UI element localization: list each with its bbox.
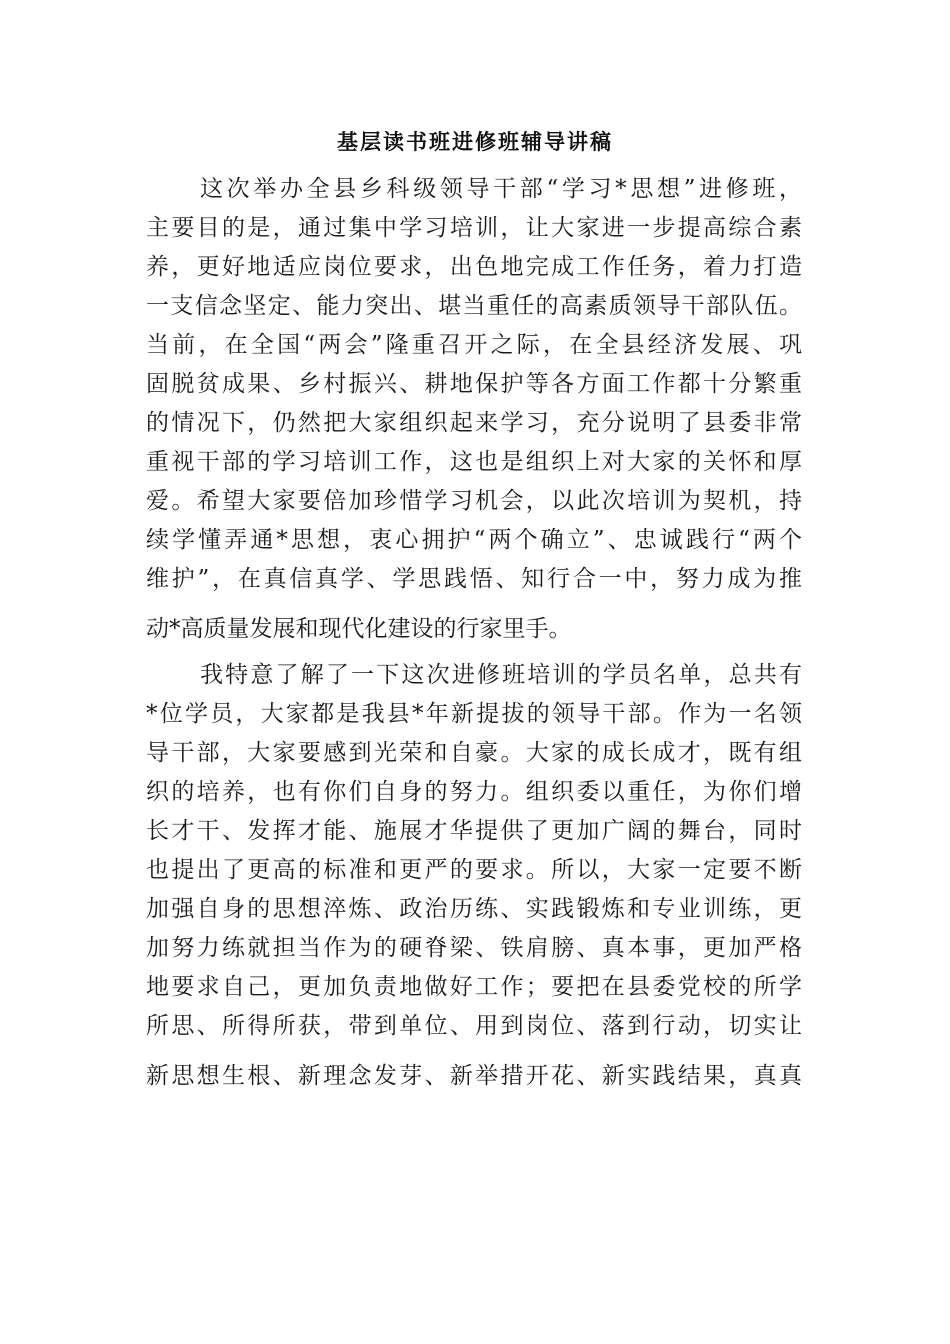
paragraph-1-line-3: 养，更好地适应岗位要求，出色地完成工作任务，着力打造 [146,254,802,280]
paragraph-2-line-8: 加努力练就担当作为的硬脊梁、铁肩膀、真本事，更加严格 [146,935,802,961]
paragraph-2-line-7: 加强自身的思想淬炼、政治历练、实践锻炼和专业训练，更 [146,896,802,922]
paragraph-1-line-12: 动*高质量发展和现代化建设的行家里手。 [146,616,572,642]
paragraph-1-line-7: 的情况下，仍然把大家组织起来学习，充分说明了县委非常 [146,410,802,436]
paragraph-2-line-1: 我特意了解了一下这次进修班培训的学员名单，总共有 [200,662,802,688]
paragraph-1-line-9: 爱。希望大家要倍加珍惜学习机会，以此次培训为契机，持 [146,488,802,514]
paragraph-1-line-5: 当前，在全国“两会”隆重召开之际，在全县经济发展、巩 [146,332,802,358]
paragraph-1-line-11: 维护”，在真信真学、学思践悟、知行合一中，努力成为推 [146,566,802,592]
paragraph-1-line-10: 续学懂弄通*思想，衷心拥护“两个确立”、忠诚践行“两个 [146,527,802,553]
paragraph-2-line-11: 新思想生根、新理念发芽、新举措开花、新实践结果，真真 [146,1063,802,1089]
paragraph-2-line-9: 地要求自己，更加负责地做好工作；要把在县委党校的所学 [146,974,802,1000]
paragraph-1-line-1: 这次举办全县乡科级领导干部“学习*思想”进修班， [200,176,802,202]
paragraph-2-line-5: 长才干、发挥才能、施展才华提供了更加广阔的舞台，同时 [146,818,802,844]
paragraph-2-line-10: 所思、所得所获，带到单位、用到岗位、落到行动，切实让 [146,1013,802,1039]
document-title: 基层读书班进修班辅导讲稿 [337,129,613,154]
paragraph-2-line-2: *位学员，大家都是我县*年新提拔的领导干部。作为一名领 [146,701,802,727]
paragraph-2-line-6: 也提出了更高的标准和更严的要求。所以，大家一定要不断 [146,857,802,883]
paragraph-2-line-3: 导干部，大家要感到光荣和自豪。大家的成长成才，既有组 [146,740,802,766]
paragraph-1-line-6: 固脱贫成果、乡村振兴、耕地保护等各方面工作都十分繁重 [146,371,802,397]
paragraph-2-line-4: 织的培养，也有你们自身的努力。组织委以重任，为你们增 [146,779,802,805]
paragraph-1-line-4: 一支信念坚定、能力突出、堪当重任的高素质领导干部队伍。 [146,293,802,319]
paragraph-1-line-2: 主要目的是，通过集中学习培训，让大家进一步提高综合素 [146,215,802,241]
paragraph-1-line-8: 重视干部的学习培训工作，这也是组织上对大家的关怀和厚 [146,449,802,475]
